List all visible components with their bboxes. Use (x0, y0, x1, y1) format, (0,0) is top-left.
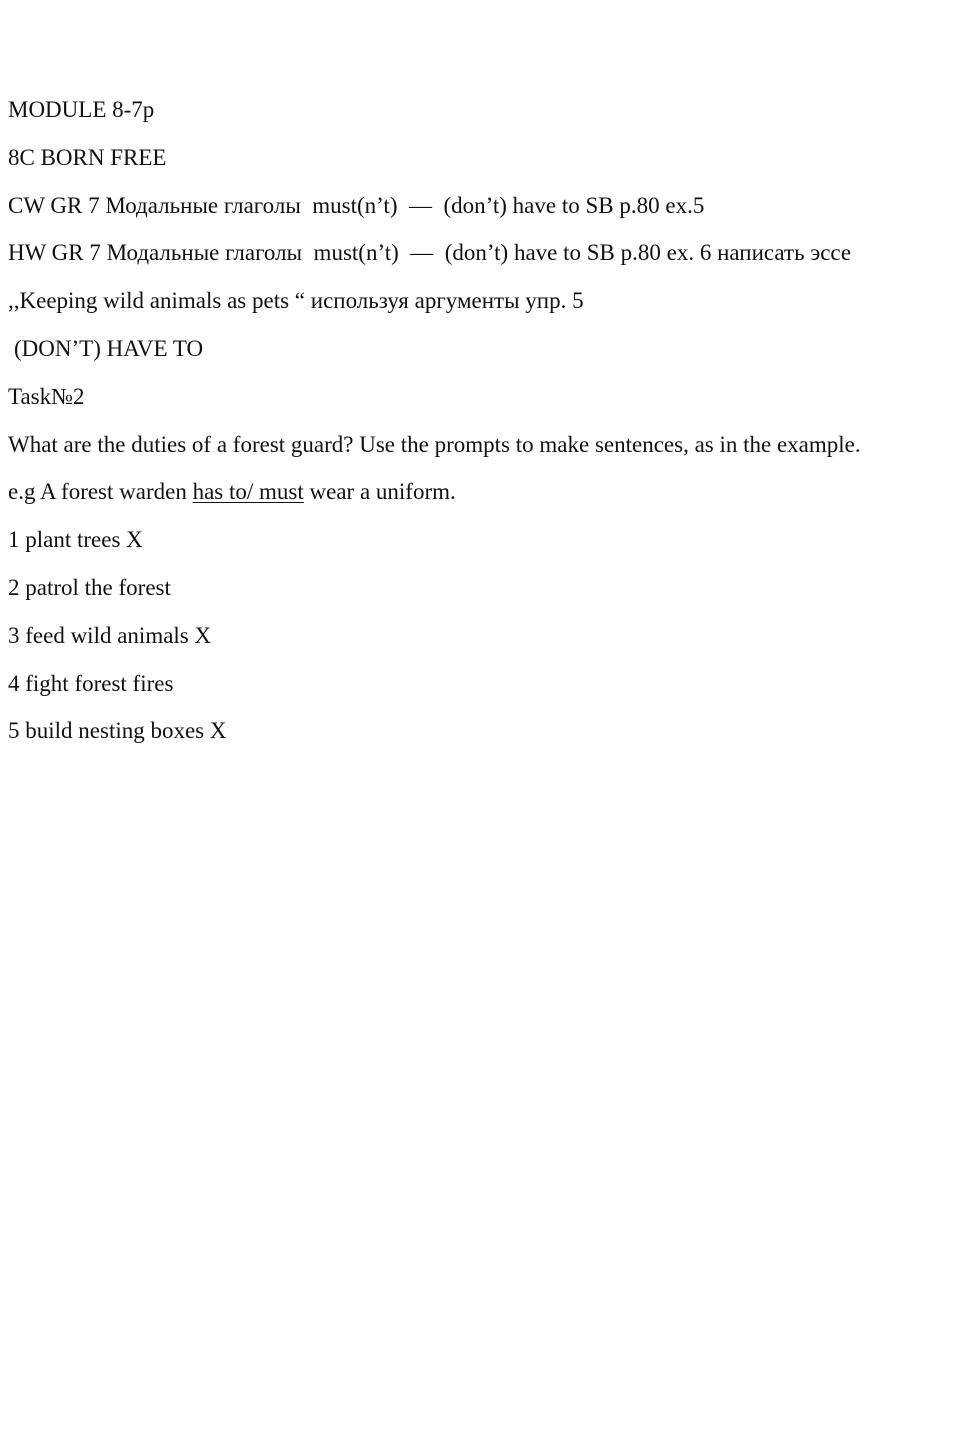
module-heading: MODULE 8-7p (8, 97, 155, 122)
example-underlined-phrase: has to/ must (192, 479, 304, 505)
task-instruction: What are the duties of a forest guard? Use the prompts to make sentences, as in the example. (8, 431, 861, 457)
homework-line: HW GR 7 Модальные глаголы must(n’t) — (don’t) have to SB p.80 ex. 6 написать эссе (8, 240, 852, 266)
prompt-item: 1 plant trees X (8, 527, 143, 553)
example-prefix: e.g A forest warden (8, 479, 193, 505)
prompt-item: 3 feed wild animals X (8, 622, 212, 648)
prompt-item: 4 fight forest fires (8, 670, 174, 696)
document-body (8, 86, 958, 755)
classwork-line: CW GR 7 Модальные глаголы must(n’t) — (don’t) have to SB p.80 ex.5 (8, 192, 705, 218)
unit-heading: 8C BORN FREE (8, 144, 167, 170)
example-suffix: wear a uniform. (303, 479, 456, 505)
task-label: Task№2 (8, 383, 85, 409)
prompt-item: 5 build nesting boxes X (8, 718, 227, 744)
prompt-item: 2 patrol the forest (8, 574, 171, 600)
homework-continued-line: ,,Keeping wild animals as pets “ используя аргументы упр. 5 (8, 288, 584, 314)
example-sentence (8, 468, 958, 516)
grammar-heading: (DON’T) HAVE TO (14, 335, 204, 361)
